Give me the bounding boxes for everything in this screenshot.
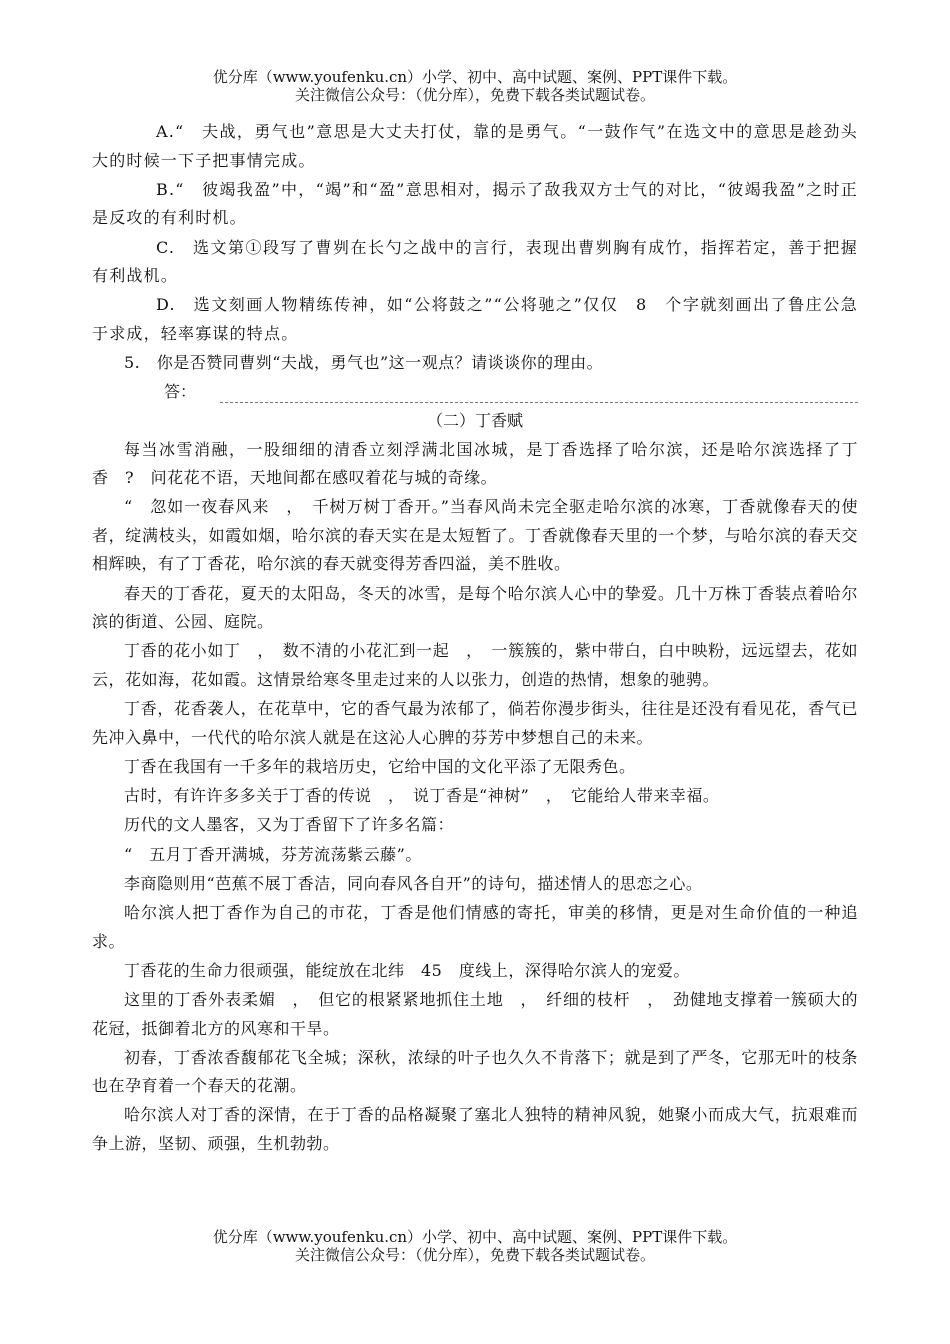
document-body [92,118,858,1159]
paragraph: 丁香在我国有一千多年的栽培历史，它给中国的文化平添了无限秀色。 [124,757,636,776]
paragraph: 丁香花的生命力很顽强，能绽放在北纬 45 度线上，深得哈尔滨人的宠爱。 [124,960,690,980]
footer-line-1: 优分库（www.youfenku.cn）小学、初中、高中试题、案例、PPT课件下载。 [212,1228,738,1246]
paragraph: 丁香，花香袭人，在花草中，它的香气最为浓郁了，倘若你漫步街头，往往是还没有看见花，香气已先冲入鼻中，一代代的哈尔滨人就是在这沁人心脾的芬芳中梦想自己的未来。 [92,699,858,747]
page-footer [0,1228,950,1264]
section-title: （二）丁香赋 [426,410,523,430]
paragraph: 历代的文人墨客，又为丁香留下了许多名篇： [124,815,455,835]
paragraph: 每当冰雪消融，一股细细的清香立刻浮满北国冰城，是丁香选择了哈尔滨，还是哈尔滨选择了丁香 ? 问花花不语，天地间都在感叹着花与城的奇缘。 [92,439,858,488]
header-line-1: 优分库（www.youfenku.cn）小学、初中、高中试题、案例、PPT课件下载。 [212,68,738,86]
answer-row [92,378,858,407]
option-c: C. 选文第①段写了曹刿在长勺之战中的言行，表现出曹刿胸有成竹，指挥若定，善于把握有利战机。 [92,237,858,286]
page-header [0,68,950,104]
paragraph: 这里的丁香外表柔媚 ， 但它的根紧紧地抓住土地 ， 纤细的枝杆 ， 劲健地支撑着一簇硕大的花冠，抵御着北方的风寒和干旱。 [92,989,858,1038]
header-line-2: 关注微信公众号：（优分库），免费下载各类试题试卷。 [294,86,655,104]
answer-label: 答： [164,382,197,402]
paragraph: 丁香的花小如丁 ， 数不清的小花汇到一起 ， 一簇簇的，紫中带白，白中映粉，远远望去，花如云，花如海，花如霞。这情景给寒冬里走过来的人以张力，创造的热情，想象的驰骋。 [92,641,858,690]
question-5: 5. 你是否赞同曹刿“夫战，勇气也”这一观点？请谈谈你的理由。 [124,353,604,373]
paragraph: 哈尔滨人把丁香作为自己的市花，丁香是他们情感的寄托，审美的移情，更是对生命价值的一种追求。 [92,902,858,951]
paragraph: 古时，有许许多多关于丁香的传说 ， 说丁香是“神树” ， 它能给人带来幸福。 [124,786,720,806]
paragraph: 初春，丁香浓香馥郁花飞全城；深秋，浓绿的叶子也久久不肯落下；就是到了严冬，它那无叶的枝条也在孕育着一个春天的花潮。 [92,1047,858,1096]
paragraph: 哈尔滨人对丁香的深情，在于丁香的品格凝聚了塞北人独特的精神风貌，她聚小而成大气，抗艰难而争上游，坚韧、顽强，生机勃勃。 [92,1105,858,1154]
footer-line-2: 关注微信公众号：（优分库），免费下载各类试题试卷。 [294,1246,655,1264]
paragraph: “ 忽如一夜春风来 ， 千树万树丁香开。”当春风尚未完全驱走哈尔滨的冰寒，丁香就像春天的使者，绽满枝头，如霞如烟，哈尔滨的春天实在是太短暂了。丁香就像春天里的一个梦，与哈尔滨的春天交相辉映，有了丁香花，哈尔滨的春天就变得芳香四溢，美不胜收。 [92,497,858,574]
option-d: D. 选文刻画人物精练传神，如“公将鼓之”“公将驰之”仅仅 8 个字就刻画出了鲁庄公急于求成，轻率寡谋的特点。 [92,295,858,343]
paragraph: 李商隐则用“芭蕉不展丁香洁，同向春风各自开”的诗句，描述情人的思恋之心。 [124,873,703,893]
paragraph: 春天的丁香花，夏天的太阳岛，冬天的冰雪，是每个哈尔滨人心中的挚爱。几十万株丁香装点着哈尔滨的街道、公园、庭院。 [92,583,858,632]
paragraph: “ 五月丁香开满城，芬芳流荡紫云藤”。 [124,844,422,864]
answer-line[interactable] [220,384,858,403]
option-b: B.“ 彼竭我盈”中，“竭”和“盈”意思相对，揭示了敌我双方士气的对比，“彼竭我盈”之时正是反攻的有利时机。 [92,179,858,228]
option-a: A.“ 夫战，勇气也”意思是大丈夫打仗，靠的是勇气。“一鼓作气”在选文中的意思是趁劲头大的时候一下子把事情完成。 [92,122,858,170]
